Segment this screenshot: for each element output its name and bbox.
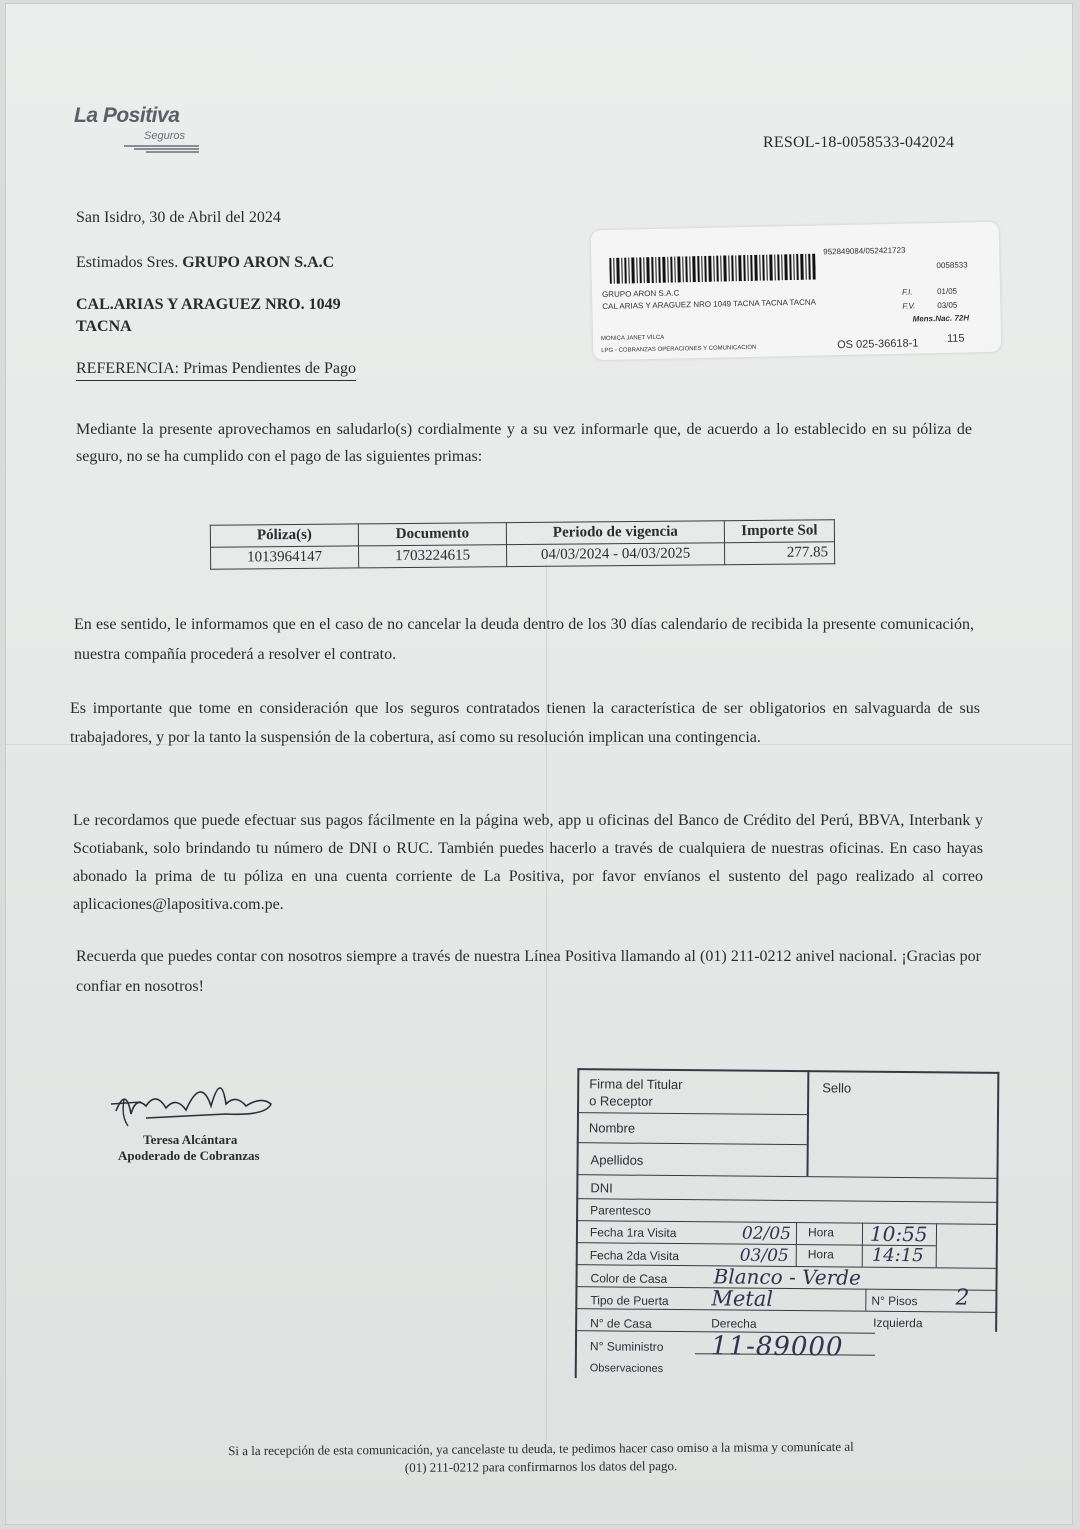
column-header: Periodo de vigencia [506, 521, 724, 545]
stamp-divider [577, 1112, 807, 1115]
signatory-title: Apoderado de Cobranzas [118, 1148, 260, 1163]
label-os-extra: 115 [946, 332, 965, 345]
greeting [76, 249, 334, 276]
stamp-hora2-label: Hora [807, 1247, 834, 1262]
stamp-nombre-label: Nombre [588, 1120, 636, 1136]
label-agent: MONICA JANET VILCA [600, 334, 665, 343]
stamp-color-value: Blanco - Verde [713, 1264, 861, 1290]
stamp-divider [576, 1174, 998, 1179]
label-recipient: GRUPO ARON S.A.C [601, 288, 680, 300]
column-header: Documento [358, 523, 506, 546]
stamp-sello-label: Sello [822, 1080, 852, 1096]
policy-number: 1013964147 [211, 546, 359, 569]
stamp-border [575, 1068, 580, 1378]
stamp-divider [936, 1223, 937, 1267]
column-header: Póliza(s) [210, 524, 358, 547]
logo-brand: La Positiva [74, 104, 180, 127]
signatory-name: Teresa Alcántara [143, 1132, 238, 1147]
shipping-label [591, 222, 1002, 361]
barcode-number: 952849084/052421723 [823, 245, 906, 257]
handwritten-signature [106, 1066, 286, 1136]
resolution-code: RESOL-18-0058533-042024 [763, 134, 955, 151]
cancel-paragraph: En ese sentido, le informamos que en el caso de no cancelar la deuda dentro de los 30 días calendario de recibida la presente comunicación, nuestra compañía procederá a resolver el contrato. [74, 616, 974, 663]
label-service: Mens.Nac. 72H [912, 313, 970, 324]
stamp-divider [865, 1289, 866, 1311]
label-code: 0058533 [936, 260, 968, 271]
label-fv-value: 03/05 [937, 300, 958, 311]
label-os-number: OS 025-36618-1 [837, 337, 919, 352]
signatory [118, 1132, 260, 1164]
stamp-divider [575, 1308, 997, 1313]
logo-sub: Seguros [144, 130, 185, 142]
stamp-fecha1-value: 02/05 [741, 1223, 792, 1245]
delivery-stamp [565, 1062, 1008, 1396]
stamp-izquierda-label: Izquierda [873, 1315, 923, 1331]
stamp-border [577, 1068, 999, 1074]
logo-swoosh-icon [124, 144, 199, 154]
stamp-fecha2-label: Fecha 2da Visita [589, 1248, 679, 1264]
stamp-derecha-label: Derecha [711, 1316, 757, 1331]
address-block [76, 294, 341, 338]
company-name: GRUPO ARON S.A.C [182, 254, 335, 271]
greeting-prefix: Estimados Sres. [76, 254, 179, 271]
stamp-apellidos-label: Apellidos [590, 1152, 644, 1168]
column-header: Importe Sol [724, 520, 834, 543]
policy-table [210, 519, 835, 569]
stamp-firma-label: Firma del Titular [589, 1076, 683, 1093]
footer-line: Si a la recepción de esta comunicación, ya cancelaste tu deuda, te pedimos hacer caso omiso a la misma y comunícate al [228, 1438, 854, 1459]
footer-line: (01) 211-0212 para confirmarnos los datos del pago. [404, 1458, 678, 1475]
validity-period: 04/03/2024 - 04/03/2025 [507, 543, 725, 567]
stamp-suministro-value: 11-89000 [710, 1331, 844, 1363]
stamp-parentesco-label: Parentesco [590, 1203, 651, 1218]
reference: REFERENCIA: Primas Pendientes de Pago [76, 358, 356, 381]
date-line: San Isidro, 30 de Abril del 2024 [76, 209, 281, 226]
amount: 277.85 [724, 542, 834, 565]
document-number: 1703224615 [359, 545, 507, 568]
stamp-divider [862, 1223, 863, 1267]
address-city: TACNA [76, 318, 132, 335]
stamp-fecha2-value: 03/05 [739, 1245, 789, 1267]
label-address: CAL ARIAS Y ARAGUEZ NRO 1049 TACNA TACNA TACNA [602, 297, 817, 312]
stamp-border [806, 1070, 809, 1176]
stamp-puerta-value: Metal [711, 1286, 774, 1311]
stamp-ncasa-label: N° de Casa [590, 1316, 652, 1331]
table-row [211, 542, 835, 569]
stamp-receptor-label: o Receptor [589, 1093, 653, 1109]
label-fi: F.I. [901, 287, 913, 297]
address-line: CAL.ARIAS Y ARAGUEZ NRO. 1049 [76, 296, 341, 313]
payment-paragraph: Le recordamos que puede efectuar sus pagos fácilmente en la página web, app u oficinas del Banco de Crédito del Perú, BBVA, Interbank y Scotiabank, solo brindando tu número de DNI o RUC. También puedes hacerlo a través de cualquiera de nuestras oficinas. En caso hayas abonado la prima de tu póliza en una cuenta corriente de La Positiva, por favor envíanos el sustento del pago realizado al correo aplicaciones@lapositiva.com.pe. [73, 812, 983, 913]
letter-page [6, 4, 1072, 1524]
important-paragraph: Es importante que tome en consideración que los seguros contratados tienen la característica de ser obligatorios en salvaguarda de sus trabajadores, y por la tanto la suspensión de la cobertura, así como su resolución implican una contingencia. [70, 700, 980, 746]
company-logo [74, 104, 214, 164]
stamp-divider [577, 1142, 807, 1145]
barcode-icon [609, 254, 815, 284]
stamp-divider [576, 1198, 998, 1203]
stamp-hora2-value: 14:15 [871, 1244, 924, 1267]
label-fv: F.V. [902, 301, 916, 311]
stamp-pisos-label: N° Pisos [871, 1293, 918, 1309]
stamp-dni-label: DNI [590, 1180, 613, 1196]
footer-note [166, 1437, 916, 1478]
stamp-hora1-value: 10:55 [869, 1221, 928, 1247]
stamp-color-label: Color de Casa [590, 1271, 668, 1286]
label-fi-value: 01/05 [936, 286, 958, 297]
stamp-suministro-label: N° Suministro [589, 1339, 664, 1354]
stamp-fecha1-label: Fecha 1ra Visita [589, 1225, 677, 1241]
stamp-pisos-value: 2 [955, 1285, 970, 1311]
contact-paragraph: Recuerda que puedes contar con nosotros siempre a través de nuestra Línea Positiva llamando al (01) 211-0212 anivel nacional. ¡Gracias por confiar en nosotros! [76, 948, 981, 995]
label-department: LPG - COBRANZAS OPERACIONES Y COMUNICACION [601, 344, 757, 355]
stamp-puerta-label: Tipo de Puerta [590, 1293, 669, 1308]
stamp-hora1-label: Hora [807, 1225, 835, 1240]
intro-paragraph: Mediante la presente aprovechamos en saludarlo(s) cordialmente y a su vez informarle que, de acuerdo a lo establecido en su póliza de seguro, no se ha cumplido con el pago de las siguientes primas: [76, 421, 972, 465]
stamp-observaciones-label: Observaciones [589, 1362, 664, 1375]
stamp-divider [796, 1222, 797, 1266]
